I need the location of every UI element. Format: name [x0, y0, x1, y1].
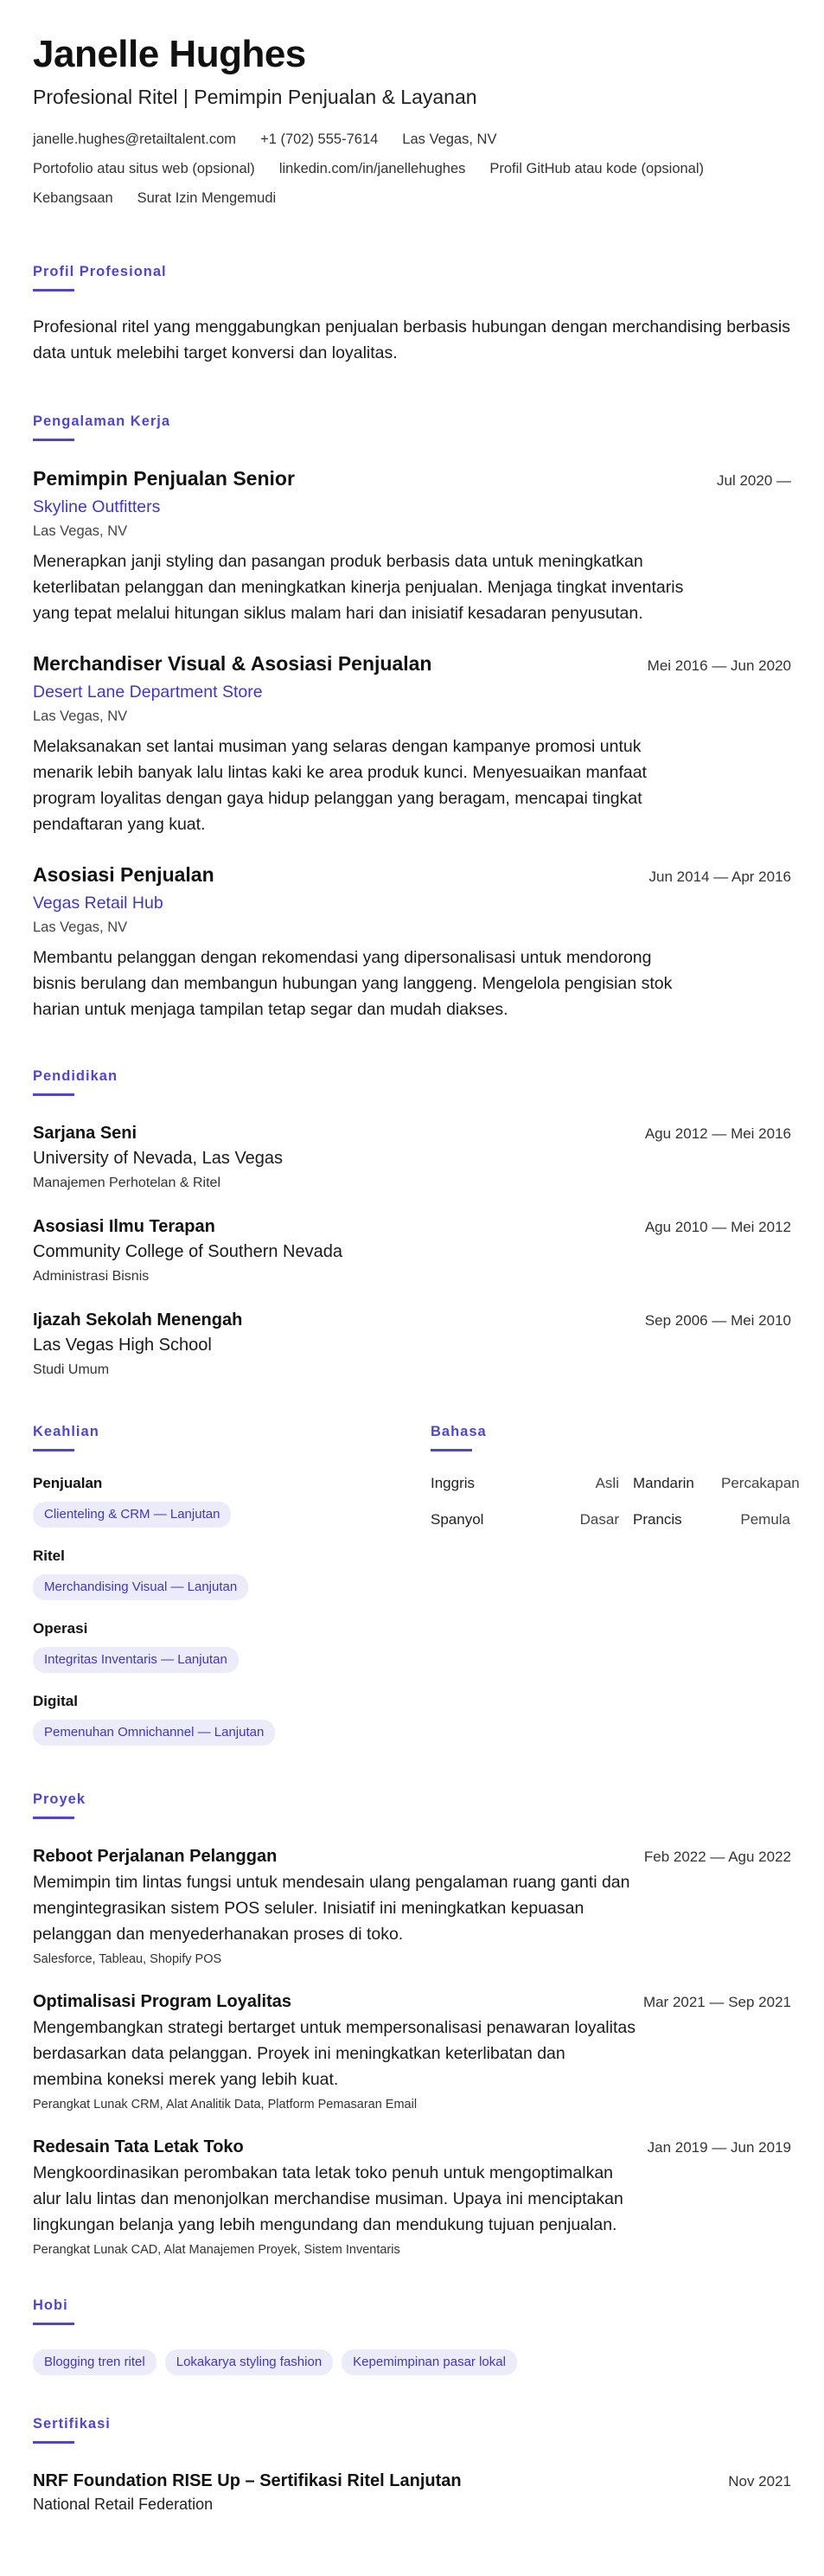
- skill-category: Penjualan: [33, 1475, 103, 1491]
- company-name: Desert Lane Department Store: [33, 682, 263, 702]
- job-date: Mei 2016 — Jun 2020: [647, 657, 791, 674]
- field-of-study: Studi Umum: [33, 1362, 110, 1377]
- candidate-tagline: Profesional Ritel | Pemimpin Penjualan & Layanan: [33, 86, 477, 108]
- skill-group: [33, 1547, 431, 1600]
- phone-text[interactable]: +1 (702) 555-7614: [260, 131, 379, 147]
- experience-entry: [33, 862, 791, 1022]
- education-date: Sep 2006 — Mei 2010: [644, 1312, 791, 1329]
- project-date: Jan 2019 — Jun 2019: [647, 2139, 791, 2156]
- section-title-experience: Pengalaman Kerja: [33, 413, 171, 429]
- profile-section: [33, 263, 791, 366]
- section-title-skills: Keahlian: [33, 1424, 99, 1439]
- certification-issuer: National Retail Federation: [33, 2496, 214, 2513]
- project-entry: [33, 1990, 791, 2113]
- contact-row-1: [33, 130, 791, 159]
- languages-grid: [431, 1474, 800, 1529]
- hobby-chip: Kepemimpinan pasar lokal: [342, 2349, 517, 2375]
- section-title-languages: Bahasa: [431, 1424, 487, 1439]
- resume-header: [33, 31, 791, 218]
- hobby-chip: Lokakarya styling fashion: [165, 2349, 333, 2375]
- profile-summary: Profesional ritel yang menggabungkan penjualan berbasis hubungan dengan merchandising berbasis data untuk melebihi target konversi dan loyalitas.: [33, 317, 790, 362]
- job-title: Asosiasi Penjualan: [33, 863, 214, 886]
- language-level: Percakapan: [721, 1475, 800, 1491]
- job-title: Pemimpin Penjualan Senior: [33, 467, 295, 490]
- education-entry: [33, 1122, 791, 1193]
- section-divider: [33, 1093, 74, 1096]
- experience-section: [33, 413, 791, 1022]
- skill-category: Operasi: [33, 1620, 88, 1637]
- candidate-name: Janelle Hughes: [33, 33, 306, 75]
- github-link[interactable]: Profil GitHub atau kode (opsional): [489, 161, 705, 176]
- project-description: Memimpin tim lintas fungsi untuk mendesain ulang pengalaman ruang ganti dan mengintegrasikan sistem POS seluler. Inisiatif ini meningkatkan kepuasan pelanggan dan menyederhanakan proses di toko.: [33, 1873, 630, 1944]
- education-entry: [33, 1309, 791, 1380]
- degree-name: Sarjana Seni: [33, 1124, 137, 1143]
- skill-category: Digital: [33, 1693, 78, 1709]
- language-level: Asli: [595, 1475, 619, 1491]
- email-link[interactable]: janelle.hughes@retailtalent.com: [33, 131, 237, 147]
- job-description: Membantu pelanggan dengan rekomendasi yang dipersonalisasi untuk mendorong bisnis berulang dan membangun hubungan yang langgeng. Mengelola pengisian stok harian untuk menjaga tampilan tetap segar dan mudah diakses.: [33, 948, 673, 1019]
- education-date: Agu 2012 — Mei 2016: [644, 1125, 791, 1142]
- field-of-study: Manajemen Perhotelan & Ritel: [33, 1176, 221, 1190]
- project-date: Feb 2022 — Agu 2022: [643, 1849, 791, 1865]
- skills-languages-row: [33, 1423, 800, 1746]
- project-description: Mengembangkan strategi bertarget untuk mempersonalisasi penawaran loyalitas berdasarkan data pelanggan. Proyek ini meningkatkan keterlibatan dan membina koneksi merek yang lebih kuat.: [33, 2018, 636, 2089]
- degree-name: Asosiasi Ilmu Terapan: [33, 1217, 215, 1236]
- project-title: Reboot Perjalanan Pelanggan: [33, 1847, 278, 1866]
- school-name: Community College of Southern Nevada: [33, 1242, 342, 1261]
- skill-chip: Integritas Inventaris — Lanjutan: [33, 1647, 239, 1673]
- project-technologies: Perangkat Lunak CAD, Alat Manajemen Proyek, Sistem Inventaris: [33, 2243, 400, 2257]
- hobbies-section: [33, 2297, 791, 2375]
- degree-name: Ijazah Sekolah Menengah: [33, 1310, 243, 1330]
- contact-row-3: [33, 189, 791, 218]
- education-entry: [33, 1215, 791, 1286]
- language-name: Spanyol: [431, 1511, 484, 1528]
- language-name: Mandarin: [633, 1475, 694, 1491]
- job-location: Las Vegas, NV: [33, 523, 128, 539]
- section-divider: [33, 1817, 74, 1819]
- project-technologies: Perangkat Lunak CRM, Alat Analitik Data, Platform Pemasaran Email: [33, 2098, 418, 2111]
- section-title-profile: Profil Profesional: [33, 264, 167, 279]
- section-title-certifications: Sertifikasi: [33, 2416, 111, 2432]
- job-date: Jul 2020 —: [717, 472, 791, 489]
- language-name: Prancis: [633, 1511, 682, 1528]
- certification-title: NRF Foundation RISE Up – Sertifikasi Ritel Lanjutan: [33, 2471, 462, 2490]
- school-name: Las Vegas High School: [33, 1336, 212, 1355]
- certification-entry: [33, 2470, 791, 2515]
- field-of-study: Administrasi Bisnis: [33, 1269, 150, 1284]
- skill-group: [33, 1692, 431, 1746]
- skill-category: Ritel: [33, 1548, 65, 1564]
- job-location: Las Vegas, NV: [33, 920, 128, 935]
- drivers-license-text: Surat Izin Mengemudi: [137, 190, 277, 206]
- project-title: Optimalisasi Program Loyalitas: [33, 1992, 291, 2011]
- section-divider: [33, 2441, 74, 2444]
- projects-section: [33, 1791, 791, 2259]
- certification-date: Nov 2021: [728, 2473, 791, 2489]
- contact-row-2: [33, 159, 791, 189]
- job-description: Menerapkan janji styling dan pasangan produk berbasis data untuk meningkatkan keterlibatan pelanggan dan meningkatkan kinerja penjualan. Menjaga tingkat inventaris yang tepat melalui hitungan siklus malam hari dan inisiatif kesadaran penyusutan.: [33, 552, 684, 623]
- project-description: Mengkoordinasikan perombakan tata letak toko penuh untuk mengoptimalkan alur lalu lintas dan menonjolkan merchandise musiman. Upaya ini menciptakan lingkungan belanja yang lebih mengundang dan mendukung tujuan penjualan.: [33, 2163, 623, 2234]
- section-title-projects: Proyek: [33, 1791, 86, 1807]
- project-entry: [33, 2136, 791, 2259]
- project-title: Redesain Tata Letak Toko: [33, 2137, 244, 2156]
- project-entry: [33, 1845, 791, 1968]
- language-level: Dasar: [579, 1511, 619, 1528]
- section-title-hobbies: Hobi: [33, 2297, 68, 2313]
- portfolio-link[interactable]: Portofolio atau situs web (opsional): [33, 161, 255, 176]
- company-name: Skyline Outfitters: [33, 497, 161, 516]
- skill-group: [33, 1619, 431, 1673]
- section-divider: [33, 2323, 74, 2325]
- education-date: Agu 2010 — Mei 2012: [644, 1219, 791, 1235]
- job-title: Merchandiser Visual & Asosiasi Penjualan: [33, 652, 432, 675]
- linkedin-link[interactable]: linkedin.com/in/janellehughes: [278, 161, 466, 176]
- job-description: Melaksanakan set lantai musiman yang selaras dengan kampanye promosi untuk menarik lebih banyak lalu lintas kaki ke area produk kunci. Menyesuaikan manfaat program loyalitas dengan gaya hidup pelanggan yang beragam, mencapai tingkat pendaftaran yang kuat.: [33, 737, 647, 834]
- company-name: Vegas Retail Hub: [33, 894, 163, 913]
- job-date: Jun 2014 — Apr 2016: [648, 868, 791, 885]
- location-text: Las Vegas, NV: [402, 131, 497, 147]
- skill-chip: Clienteling & CRM — Lanjutan: [33, 1502, 231, 1528]
- section-divider: [33, 289, 74, 292]
- languages-section: [431, 1423, 800, 1746]
- skill-chip: Merchandising Visual — Lanjutan: [33, 1574, 248, 1600]
- section-divider: [431, 1449, 472, 1451]
- project-date: Mar 2021 — Sep 2021: [642, 1994, 791, 2010]
- job-location: Las Vegas, NV: [33, 708, 128, 724]
- hobby-chip: Blogging tren ritel: [33, 2349, 156, 2375]
- section-divider: [33, 439, 74, 441]
- skill-chip: Pemenuhan Omnichannel — Lanjutan: [33, 1720, 275, 1746]
- experience-entry: [33, 465, 791, 626]
- language-level: Pemula: [740, 1511, 790, 1528]
- hobby-chips: [33, 2349, 791, 2375]
- section-title-education: Pendidikan: [33, 1068, 118, 1084]
- experience-entry: [33, 650, 791, 837]
- project-technologies: Salesforce, Tableau, Shopify POS: [33, 1952, 222, 1966]
- certifications-section: [33, 2415, 791, 2515]
- education-section: [33, 1067, 791, 1380]
- skill-group: [33, 1474, 431, 1528]
- section-divider: [33, 1449, 74, 1451]
- school-name: University of Nevada, Las Vegas: [33, 1149, 284, 1168]
- nationality-text: Kebangsaan: [33, 190, 113, 206]
- language-name: Inggris: [431, 1475, 476, 1491]
- skills-section: [33, 1423, 431, 1746]
